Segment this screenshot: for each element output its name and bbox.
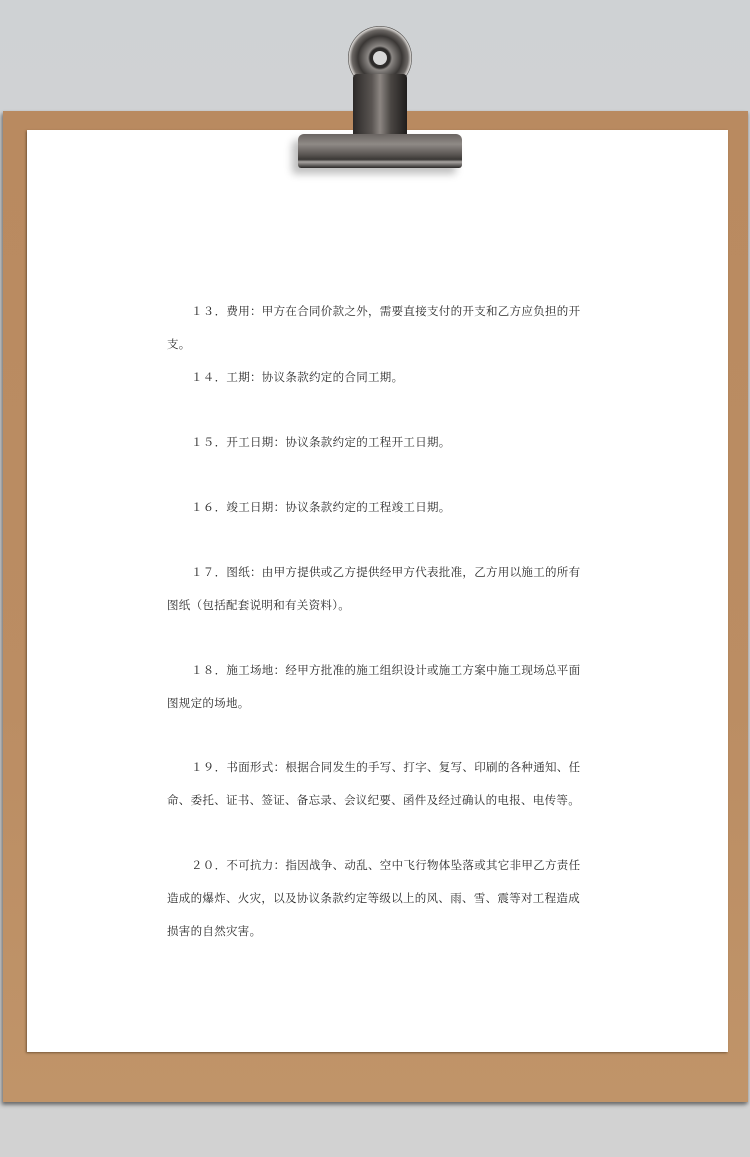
clip-bar [298, 134, 462, 168]
clause-20: ２０．不可抗力：指因战争、动乱、空中飞行物体坠落或其它非甲乙方责任造成的爆炸、火灾，以及协议条款约定等级以上的风、雨、雪、震等对工程造成损害的自然灾害。 [167, 858, 581, 938]
clause-14: １４．工期：协议条款约定的合同工期。 [191, 370, 404, 384]
clause-17: １７．图纸：由甲方提供或乙方提供经甲方代表批准，乙方用以施工的所有图纸（包括配套说明和有关资料）。 [167, 565, 581, 612]
clause-16: １６．竣工日期：协议条款约定的工程竣工日期。 [191, 500, 451, 514]
clause-15: １５．开工日期：协议条款约定的工程开工日期。 [191, 435, 451, 449]
clip-hole [373, 51, 387, 65]
binder-clip-icon [290, 22, 470, 172]
clause-13: １３．费用：甲方在合同价款之外，需要直接支付的开支和乙方应负担的开支。 [167, 304, 581, 351]
clause-19: １９．书面形式：根据合同发生的手写、打字、复写、印刷的各种通知、任命、委托、证书、签证、备忘录、会议纪要、函件及经过确认的电报、电传等。 [167, 760, 581, 807]
clause-18: １８．施工场地：经甲方批准的施工组织设计或施工方案中施工现场总平面图规定的场地。 [167, 663, 581, 710]
